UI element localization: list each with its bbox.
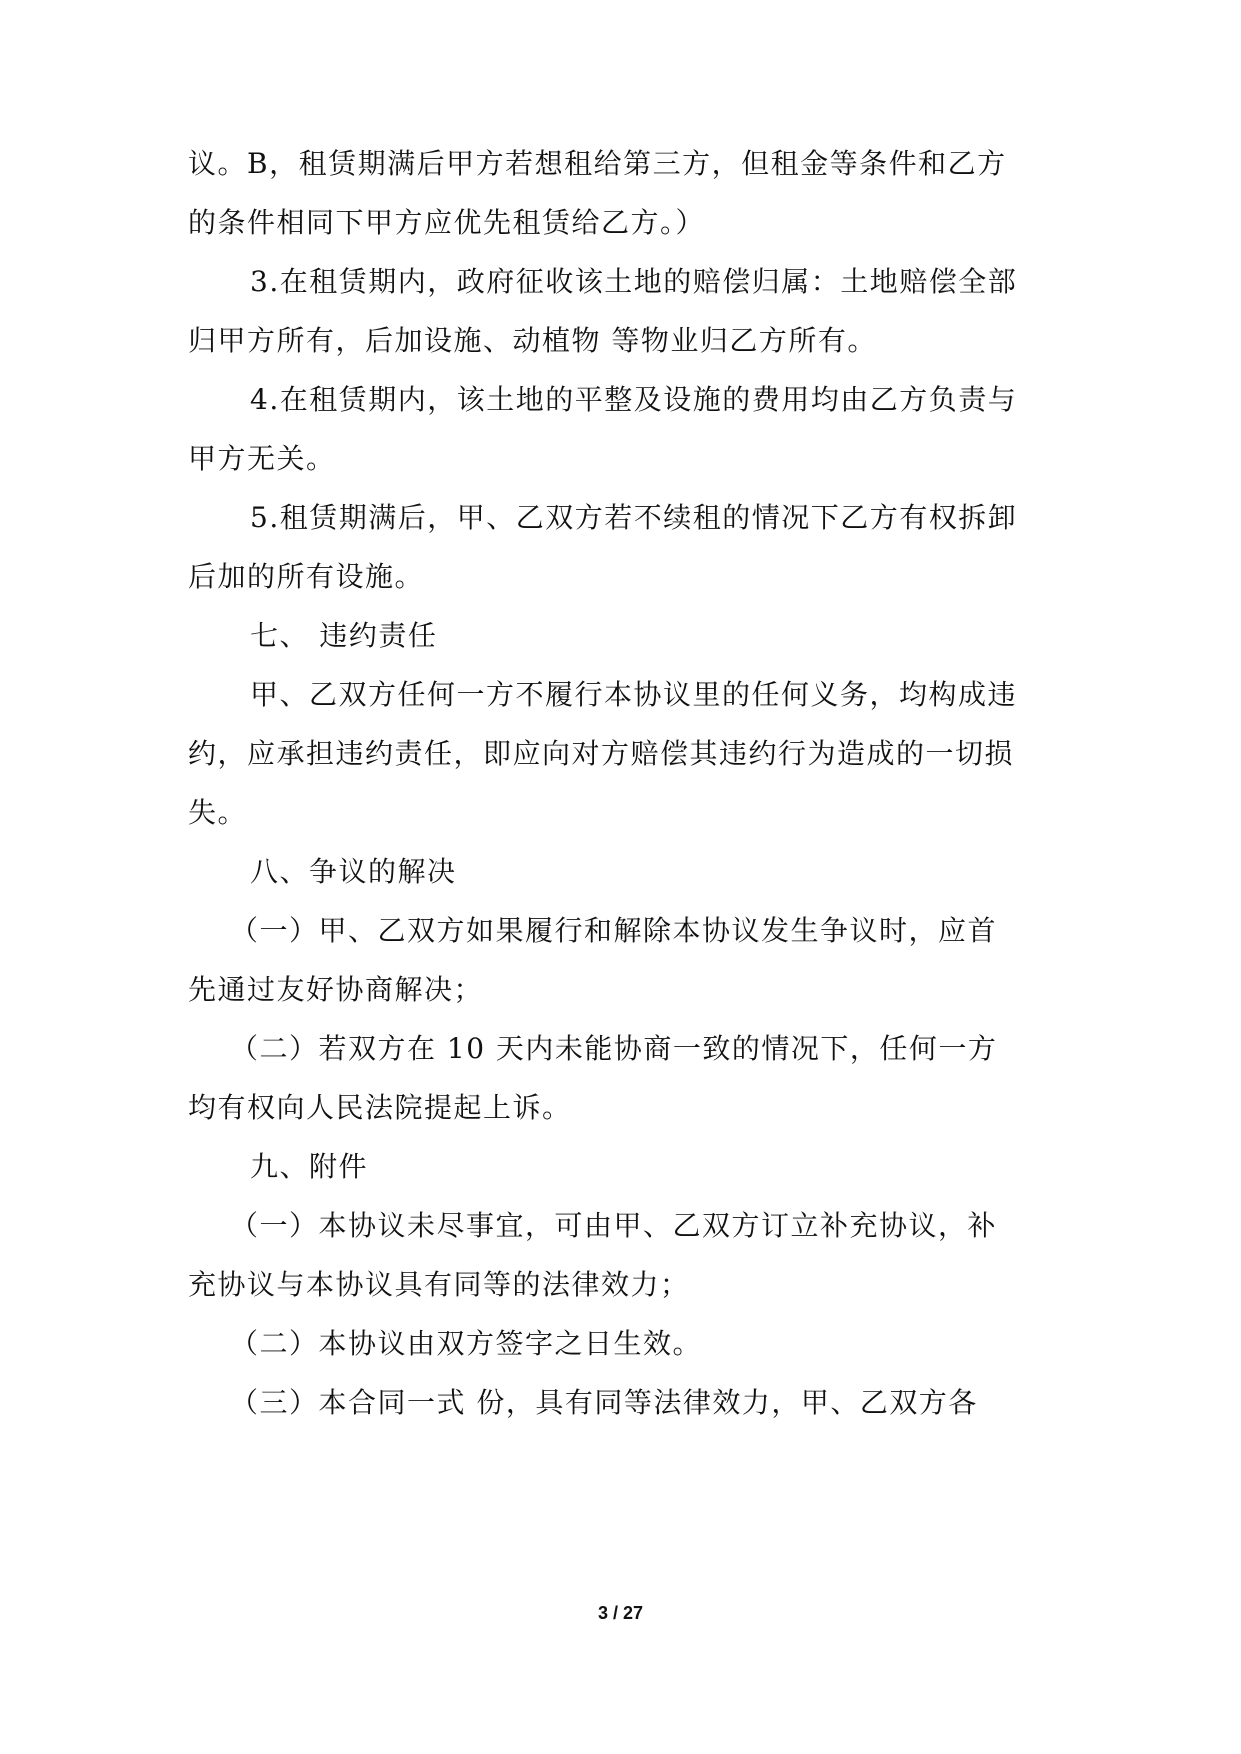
section-heading: 九、附件 — [250, 1150, 369, 1183]
paragraph-line: 充协议与本协议具有同等的法律效力； — [188, 1268, 690, 1301]
section-heading: 八、争议的解决 — [250, 855, 457, 888]
paragraph-line: 均有权向人民法院提起上诉。 — [188, 1091, 572, 1124]
paragraph-line: 3.在租赁期内，政府征收该土地的赔偿归属：土地赔偿全部 — [250, 265, 1018, 298]
paragraph-line: 先通过友好协商解决； — [188, 973, 484, 1006]
paragraph-line: （一）本协议未尽事宜，可由甲、乙双方订立补充协议，补 — [230, 1209, 998, 1242]
paragraph-line: 归甲方所有，后加设施、动植物 等物业归乙方所有。 — [188, 324, 877, 357]
paragraph-line: （三）本合同一式 份，具有同等法律效力，甲、乙双方各 — [230, 1386, 978, 1419]
paragraph-line: 甲、乙双方任何一方不履行本协议里的任何义务，均构成违 — [250, 678, 1018, 711]
paragraph-line: 失。 — [188, 796, 248, 829]
paragraph-line: 的条件相同下甲方应优先租赁给乙方。） — [188, 206, 706, 239]
page-number: 3 / 27 — [597, 1603, 644, 1623]
paragraph-line: （一）甲、乙双方如果履行和解除本协议发生争议时，应首 — [230, 914, 998, 947]
section-heading: 七、 违约责任 — [250, 619, 438, 652]
paragraph-line: 4.在租赁期内，该土地的平整及设施的费用均由乙方负责与 — [250, 383, 1018, 416]
paragraph-line: 约，应承担违约责任，即应向对方赔偿其违约行为造成的一切损 — [188, 737, 1015, 770]
paragraph-line: 甲方无关。 — [188, 442, 336, 475]
paragraph-line: （二）本协议由双方签字之日生效。 — [230, 1327, 703, 1360]
paragraph-line: 后加的所有设施。 — [188, 560, 425, 593]
paragraph-line: 5.租赁期满后，甲、乙双方若不续租的情况下乙方有权拆卸 — [250, 501, 1018, 534]
paragraph-line: 议。B，租赁期满后甲方若想租给第三方，但租金等条件和乙方 — [188, 147, 1007, 180]
paragraph-line: （二）若双方在 10 天内未能协商一致的情况下，任何一方 — [230, 1032, 998, 1065]
